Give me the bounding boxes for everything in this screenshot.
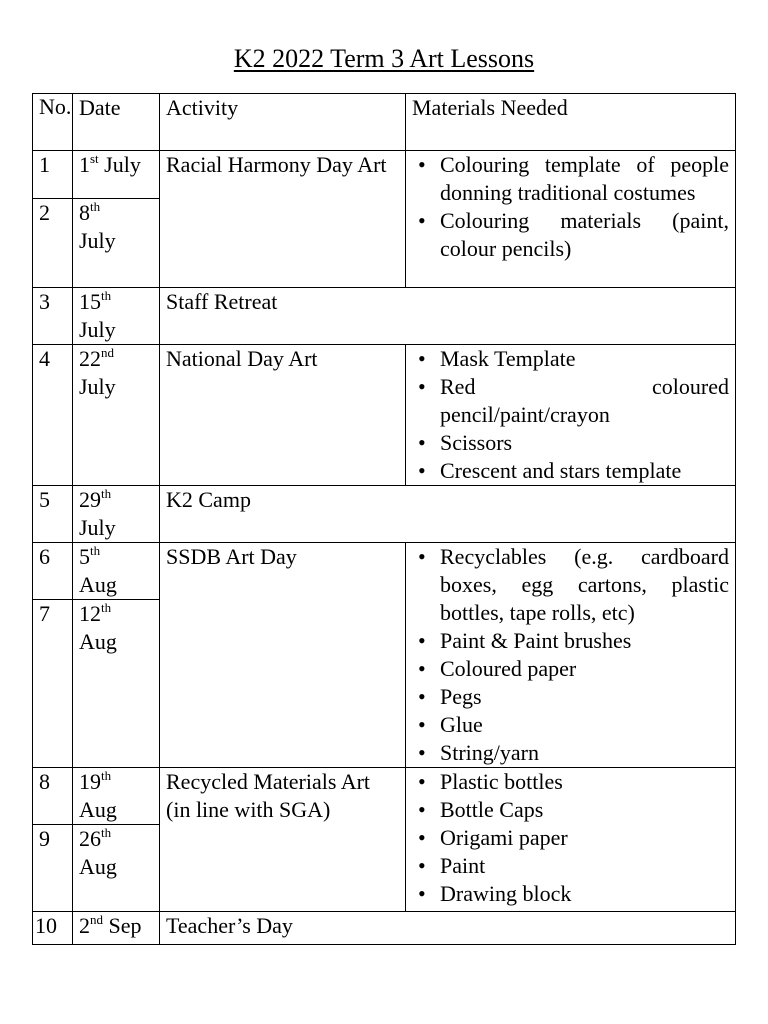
materials-list [412, 151, 729, 263]
date-suffix: th [90, 543, 101, 558]
material-item: • Crescent and stars template [440, 457, 729, 485]
material-item: • Scissors [440, 429, 729, 457]
date-day: 2 [79, 913, 90, 938]
header-materials: Materials Needed [406, 94, 736, 151]
date-suffix: th [101, 768, 112, 783]
material-item: • Red coloured pencil/paint/crayon [440, 373, 729, 429]
table-row [33, 288, 736, 345]
row-number: 10 [33, 912, 73, 945]
row-number: 9 [33, 825, 73, 912]
header-no: No. [33, 94, 73, 151]
materials-cell [406, 543, 736, 768]
activity-cell: SSDB Art Day [160, 543, 406, 768]
date-day: 15 [79, 289, 101, 314]
date-month: July [104, 152, 141, 177]
activity-cell [160, 768, 406, 912]
activity-cell: K2 Camp [160, 486, 736, 543]
header-activity: Activity [160, 94, 406, 151]
date-suffix: nd [90, 912, 103, 927]
table-row [33, 345, 736, 486]
row-date [73, 825, 160, 912]
table-row [33, 912, 736, 945]
date-day: 22 [79, 346, 101, 371]
date-month: July [79, 317, 116, 342]
date-day: 29 [79, 487, 101, 512]
date-month: July [79, 374, 116, 399]
header-row [33, 94, 736, 151]
date-day: 19 [79, 769, 101, 794]
table-row [33, 543, 736, 600]
row-number: 5 [33, 486, 73, 543]
material-item: • Mask Template [440, 345, 729, 373]
row-number: 7 [33, 600, 73, 768]
row-number: 3 [33, 288, 73, 345]
date-suffix: th [90, 199, 101, 214]
activity-cell: Racial Harmony Day Art [160, 151, 406, 288]
table-row [33, 151, 736, 199]
row-date [73, 486, 160, 543]
material-item: • Colouring materials (paint, colour pencils) [440, 207, 729, 263]
material-item: • Recyclables (e.g. cardboard boxes, egg cartons, plastic bottles, tape rolls, etc) [440, 543, 729, 627]
materials-cell [406, 151, 736, 288]
date-suffix: th [101, 486, 112, 501]
date-suffix: th [101, 825, 112, 840]
header-date: Date [73, 94, 160, 151]
row-number: 4 [33, 345, 73, 486]
date-suffix: st [90, 151, 99, 166]
document-title: K2 2022 Term 3 Art Lessons [233, 44, 535, 73]
table-row [33, 486, 736, 543]
materials-list [412, 768, 729, 908]
row-number: 6 [33, 543, 73, 600]
row-date [73, 288, 160, 345]
materials-list [412, 543, 729, 767]
date-month: Aug [79, 629, 117, 655]
date-suffix: nd [101, 345, 114, 360]
row-number: 8 [33, 768, 73, 825]
date-day: 1 [79, 152, 90, 177]
row-date [73, 345, 160, 486]
material-item: • Plastic bottles [440, 768, 729, 796]
material-item: • Paint & Paint brushes [440, 627, 729, 655]
materials-cell [406, 345, 736, 486]
material-item: • Drawing block [440, 880, 729, 908]
row-date [73, 199, 160, 288]
date-day: 12 [79, 601, 101, 627]
row-date [73, 600, 160, 768]
activity-note: (in line with SGA) [166, 797, 331, 822]
date-day: 26 [79, 826, 101, 851]
row-date [73, 151, 160, 199]
activity-cell: Staff Retreat [160, 288, 736, 345]
date-month: Aug [79, 572, 117, 597]
date-month: Sep [108, 913, 142, 938]
row-number: 2 [33, 199, 73, 288]
date-month: July [79, 228, 116, 253]
date-suffix: th [101, 600, 112, 616]
date-month: Aug [79, 797, 117, 822]
material-item: • Origami paper [440, 824, 729, 852]
table-row [33, 768, 736, 825]
lessons-table [32, 93, 736, 945]
row-number: 1 [33, 151, 73, 199]
material-item: • Coloured paper [440, 655, 729, 683]
row-date [73, 543, 160, 600]
activity-cell: National Day Art [160, 345, 406, 486]
material-item: • Paint [440, 852, 729, 880]
material-item: • Colouring template of people donning traditional costumes [440, 151, 729, 207]
row-date [73, 912, 160, 945]
material-item: • Pegs [440, 683, 729, 711]
material-item: • Bottle Caps [440, 796, 729, 824]
materials-cell [406, 768, 736, 912]
material-item: • Glue [440, 711, 729, 739]
activity-line: Recycled Materials Art [166, 769, 371, 794]
date-month: July [79, 515, 116, 540]
row-date [73, 768, 160, 825]
materials-list [412, 345, 729, 485]
date-suffix: th [101, 288, 112, 303]
activity-cell: Teacher’s Day [160, 912, 736, 945]
date-month: Aug [79, 854, 117, 879]
material-item: • String/yarn [440, 739, 729, 767]
date-day: 5 [79, 544, 90, 569]
date-day: 8 [79, 200, 90, 225]
